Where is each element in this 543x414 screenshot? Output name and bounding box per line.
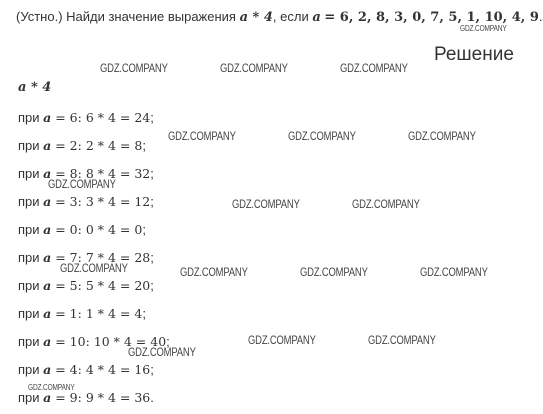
solution-heading: Решение (434, 44, 514, 65)
watermark: GDZ.COMPANY (460, 24, 507, 33)
task-variable: a (312, 10, 321, 25)
line-value: = 4: (51, 362, 86, 377)
solution-line (18, 278, 154, 293)
task-middle: , если (272, 9, 313, 24)
solution-line (18, 306, 146, 321)
line-formula: 8 * 4 = 32 (85, 166, 151, 181)
watermark: GDZ.COMPANY (288, 131, 356, 143)
line-variable: a (43, 250, 52, 265)
solution-line (18, 390, 154, 405)
watermark: GDZ.COMPANY (128, 347, 196, 359)
solution-line (18, 138, 146, 153)
line-value: = 5: (51, 278, 86, 293)
line-end: ; (142, 138, 146, 153)
task-suffix: . (538, 9, 543, 24)
task-prefix: (Устно.) Найди значение выражения (16, 9, 240, 24)
line-value: = 1: (51, 306, 86, 321)
line-formula: 1 * 4 = 4 (85, 306, 143, 321)
line-variable: a (43, 334, 52, 349)
line-formula: 0 * 4 = 0 (85, 222, 143, 237)
line-prefix: при (18, 334, 44, 349)
watermark: GDZ.COMPANY (248, 335, 316, 347)
watermark: GDZ.COMPANY (340, 63, 408, 75)
watermark: GDZ.COMPANY (368, 335, 436, 347)
line-formula: 2 * 4 = 8 (85, 138, 143, 153)
watermark: GDZ.COMPANY (180, 267, 248, 279)
line-value: = 7: (51, 250, 86, 265)
solution-line (18, 362, 154, 377)
line-value: = 3: (51, 194, 86, 209)
line-end: . (150, 390, 154, 405)
line-formula: 9 * 4 = 36 (85, 390, 151, 405)
watermark: GDZ.COMPANY (232, 199, 300, 211)
line-end: ; (150, 250, 154, 265)
watermark: GDZ.COMPANY (60, 263, 128, 275)
line-prefix: при (18, 278, 44, 293)
line-end: ; (142, 222, 146, 237)
line-prefix: при (18, 166, 44, 181)
line-variable: a (43, 138, 52, 153)
line-prefix: при (18, 306, 44, 321)
line-prefix: при (18, 250, 44, 265)
line-end: ; (150, 194, 154, 209)
solution-expression: a * 4 (18, 80, 52, 95)
line-formula: 7 * 4 = 28 (85, 250, 151, 265)
task-text (16, 8, 543, 27)
line-variable: a (43, 278, 52, 293)
line-end: ; (166, 334, 170, 349)
watermark: GDZ.COMPANY (28, 383, 75, 392)
line-value: = 2: (51, 138, 86, 153)
line-formula: 5 * 4 = 20 (85, 278, 151, 293)
line-end: ; (142, 306, 146, 321)
line-variable: a (43, 390, 52, 405)
watermark: GDZ.COMPANY (168, 131, 236, 143)
watermark: GDZ.COMPANY (408, 131, 476, 143)
line-formula: 3 * 4 = 12 (85, 194, 151, 209)
line-formula: 4 * 4 = 16 (85, 362, 151, 377)
line-prefix: при (18, 194, 44, 209)
line-variable: a (43, 194, 52, 209)
line-value: = 9: (51, 390, 86, 405)
line-end: ; (150, 166, 154, 181)
task-values: = 6, 2, 8, 3, 0, 7, 5, 1, 10, 4, 9 (324, 10, 539, 25)
watermark: GDZ.COMPANY (48, 179, 116, 191)
line-variable: a (43, 306, 52, 321)
line-prefix: при (18, 138, 44, 153)
line-variable: a (43, 222, 52, 237)
line-variable: a (43, 110, 52, 125)
line-prefix: при (18, 110, 44, 125)
line-prefix: при (18, 222, 44, 237)
solution-line (18, 110, 154, 125)
line-value: = 10: (51, 334, 94, 349)
line-formula: 6 * 4 = 24 (85, 110, 151, 125)
solution-line (18, 194, 154, 209)
task-expression: a * 4 (239, 10, 273, 25)
line-end: ; (150, 278, 154, 293)
watermark: GDZ.COMPANY (352, 199, 420, 211)
line-end: ; (150, 110, 154, 125)
watermark: GDZ.COMPANY (100, 63, 168, 75)
line-formula: 10 * 4 = 40 (93, 334, 167, 349)
line-value: = 0: (51, 222, 86, 237)
watermark: GDZ.COMPANY (220, 63, 288, 75)
line-variable: a (43, 362, 52, 377)
line-variable: a (43, 166, 52, 181)
line-prefix: при (18, 362, 44, 377)
solution-line (18, 222, 146, 237)
line-value: = 6: (51, 110, 86, 125)
watermark: GDZ.COMPANY (420, 267, 488, 279)
watermark: GDZ.COMPANY (300, 267, 368, 279)
line-prefix: при (18, 390, 44, 405)
line-value: = 8: (51, 166, 86, 181)
line-end: ; (150, 362, 154, 377)
